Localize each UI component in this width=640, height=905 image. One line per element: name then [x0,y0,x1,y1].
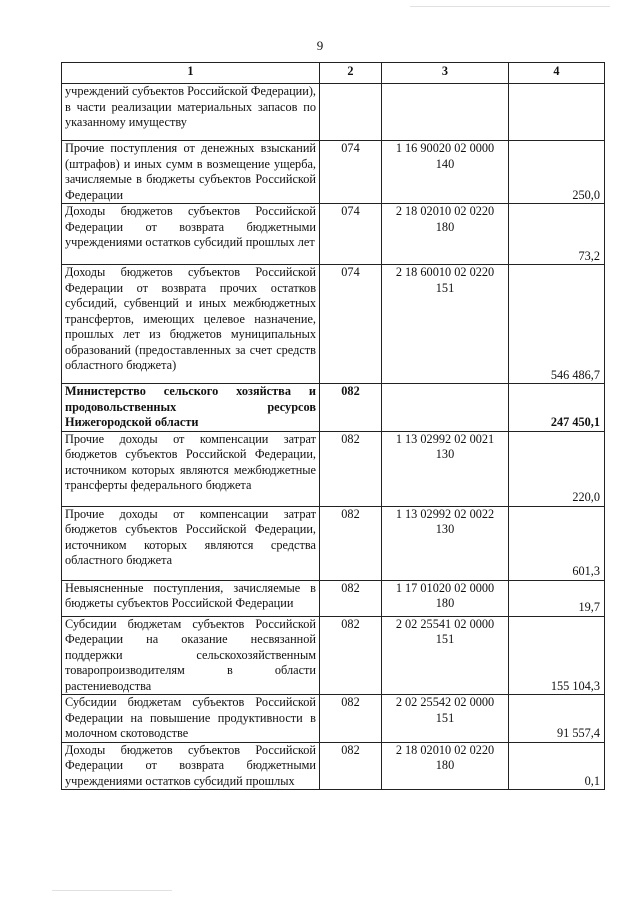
row-admin-code: 074 [320,204,382,265]
row-budget-code [382,84,509,141]
row-admin-code: 074 [320,265,382,384]
table-row [62,742,605,790]
row-budget-code: 2 18 02010 02 0220 180 [382,742,509,790]
table-row [62,580,605,616]
row-budget-code: 2 18 60010 02 0220 151 [382,265,509,384]
row-amount: 73,2 [509,204,605,265]
scan-edge-mark [52,890,172,891]
table-row [62,695,605,743]
row-amount [509,84,605,141]
row-amount: 0,1 [509,742,605,790]
row-description: Прочие доходы от компенсации затрат бюджетов субъектов Российской Федерации, источником которых являются межбюджетные трансферты федерального бюджета [62,431,320,506]
row-description: учреждений субъектов Российской Федерации), в части реализации материальных запасов по указанному имуществу [62,84,320,141]
row-amount: 19,7 [509,580,605,616]
row-amount: 155 104,3 [509,616,605,695]
table-row-ministry [62,384,605,432]
header-col-2: 2 [320,63,382,84]
row-admin-code: 082 [320,742,382,790]
table-row [62,204,605,265]
row-admin-code: 082 [320,695,382,743]
row-description: Прочие доходы от компенсации затрат бюджетов субъектов Российской Федерации, источником которых являются средства областного бюджета [62,506,320,580]
row-budget-code: 1 17 01020 02 0000 180 [382,580,509,616]
revenue-table [61,62,605,790]
row-description: Субсидии бюджетам субъектов Российской Федерации на повышение продуктивности в молочном скотоводстве [62,695,320,743]
row-amount: 601,3 [509,506,605,580]
row-admin-code: 082 [320,384,382,432]
row-admin-code: 082 [320,616,382,695]
row-description: Невыясненные поступления, зачисляемые в бюджеты субъектов Российской Федерации [62,580,320,616]
row-budget-code: 1 13 02992 02 0022 130 [382,506,509,580]
row-budget-code [382,384,509,432]
row-budget-code: 2 02 25541 02 0000 151 [382,616,509,695]
row-admin-code: 082 [320,431,382,506]
page-number: 9 [316,38,324,53]
row-admin-code: 082 [320,506,382,580]
row-description: Министерство сельского хозяйства и продовольственных ресурсов Нижегородской области [62,384,320,432]
row-budget-code: 2 02 25542 02 0000 151 [382,695,509,743]
row-amount: 250,0 [509,141,605,204]
header-col-4: 4 [509,63,605,84]
row-admin-code: 082 [320,580,382,616]
row-description: Доходы бюджетов субъектов Российской Федерации от возврата бюджетными учреждениями остатков субсидий прошлых лет [62,204,320,265]
scan-edge-mark [410,6,610,7]
table-row [62,265,605,384]
row-budget-code: 1 16 90020 02 0000 140 [382,141,509,204]
row-description: Прочие поступления от денежных взысканий (штрафов) и иных сумм в возмещение ущерба, зачисляемые в бюджеты субъектов Российской Федерации [62,141,320,204]
table-header-row [62,63,605,84]
row-budget-code: 1 13 02992 02 0021 130 [382,431,509,506]
table-row [62,84,605,141]
row-description: Доходы бюджетов субъектов Российской Федерации от возврата бюджетными учреждениями остатков субсидий прошлых [62,742,320,790]
table-row [62,506,605,580]
row-budget-code: 2 18 02010 02 0220 180 [382,204,509,265]
table-row [62,616,605,695]
row-description: Доходы бюджетов субъектов Российской Федерации от возврата прочих остатков субсидий, субвенций и иных межбюджетных трансфертов, имеющих целевое назначение, прошлых лет из бюджетов муниципальных образований (предоставленных за счет средств областного бюджета) [62,265,320,384]
row-amount: 247 450,1 [509,384,605,432]
row-amount: 91 557,4 [509,695,605,743]
row-amount: 220,0 [509,431,605,506]
header-col-1: 1 [62,63,320,84]
row-amount: 546 486,7 [509,265,605,384]
table-row [62,141,605,204]
row-admin-code [320,84,382,141]
header-col-3: 3 [382,63,509,84]
row-admin-code: 074 [320,141,382,204]
row-description: Субсидии бюджетам субъектов Российской Федерации на оказание несвязанной поддержки сельскохозяйственным товаропроизводителям в области растениеводства [62,616,320,695]
table-row [62,431,605,506]
